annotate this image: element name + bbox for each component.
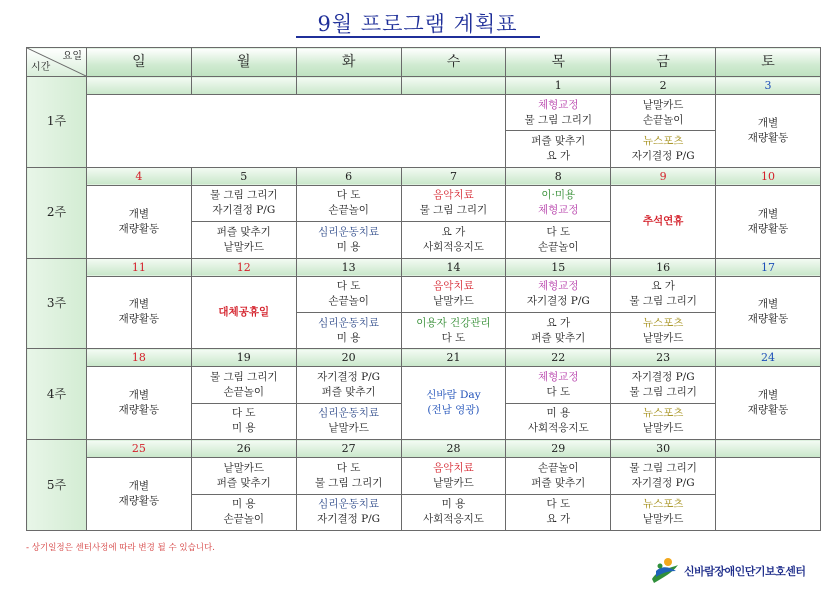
- activity-cell: [296, 494, 401, 530]
- activity: 개별: [757, 116, 779, 129]
- event-label: 신바람 Day: [426, 389, 481, 402]
- activity: 이·미용: [541, 189, 576, 202]
- date-cell: 4: [87, 167, 192, 185]
- activity: 낱말카드: [642, 422, 684, 435]
- week-label: 5주: [27, 440, 87, 531]
- footnote: - 상기일정은 센터사정에 따라 변경 될 수 있습니다.: [26, 543, 215, 553]
- holiday-label: 대체공휴일: [218, 305, 270, 318]
- activity: 개별: [128, 480, 150, 493]
- activity: 손끝놀이: [328, 204, 369, 217]
- activity-cell: [401, 276, 506, 312]
- activity-cell: [716, 95, 821, 168]
- date-cell: 20: [296, 349, 401, 367]
- activity-cell: [87, 276, 192, 349]
- activity: 퍼즐 맞추기: [531, 476, 586, 489]
- date-cell: [87, 77, 192, 95]
- activity-cell: [716, 185, 821, 258]
- date-cell: 13: [296, 258, 401, 276]
- empty-cell: [87, 95, 506, 168]
- date-cell: 3: [716, 77, 821, 95]
- week3-date-row: [27, 258, 821, 276]
- activity: 물 그림 그리기: [524, 113, 593, 126]
- event-location: (전남 영광): [427, 404, 480, 417]
- date-cell: 11: [87, 258, 192, 276]
- date-cell: 2: [611, 77, 716, 95]
- activity: 자기결정 P/G: [631, 371, 695, 384]
- activity: 다 도: [546, 498, 571, 511]
- activity-cell: [506, 185, 611, 221]
- holiday-cell: [191, 276, 296, 349]
- activity-cell: [191, 185, 296, 221]
- date-cell: 19: [191, 349, 296, 367]
- activity-cell: [296, 458, 401, 494]
- date-cell: [401, 77, 506, 95]
- weekday-sat: 토: [716, 48, 821, 77]
- activity-cell: [87, 367, 192, 440]
- activity: 개별: [757, 298, 779, 311]
- center-logo: [648, 557, 828, 585]
- week5-activity-row-a: [27, 458, 821, 494]
- date-cell: 12: [191, 258, 296, 276]
- activity: 미 용: [336, 240, 361, 253]
- activity: 물 그림 그리기: [629, 386, 697, 399]
- activity-cell: [401, 312, 506, 348]
- activity: 음악치료: [433, 461, 474, 474]
- corner-day-label: 요일: [62, 51, 82, 62]
- activity: 낱말카드: [433, 295, 474, 308]
- week-label: 3주: [27, 258, 87, 349]
- date-cell: 17: [716, 258, 821, 276]
- week1-activity-row-a: [27, 95, 821, 131]
- activity: 물 그림 그리기: [629, 295, 697, 308]
- activity: 사회적응지도: [423, 240, 484, 253]
- logo-mark-icon: [648, 557, 682, 585]
- activity: 물 그림 그리기: [419, 204, 488, 217]
- date-cell: 22: [506, 349, 611, 367]
- page-title: 9월 프로그램 계획표: [0, 8, 835, 38]
- weekday-mon: 월: [191, 48, 296, 77]
- activity-cell: [87, 185, 192, 258]
- date-cell: 27: [296, 440, 401, 458]
- activity-cell: [611, 403, 716, 439]
- activity: 다 도: [336, 461, 361, 474]
- activity: 미 용: [231, 422, 256, 435]
- activity: 재량활동: [118, 313, 160, 326]
- activity-cell: [716, 276, 821, 349]
- activity-cell: [401, 494, 506, 530]
- event-cell: [401, 367, 506, 440]
- activity: 낱말카드: [223, 240, 265, 253]
- activity-cell: [506, 494, 611, 530]
- date-cell: 8: [506, 167, 611, 185]
- week-label: 2주: [27, 167, 87, 258]
- activity-cell: [296, 185, 401, 221]
- activity: 손끝놀이: [642, 113, 684, 126]
- weekday-fri: 금: [611, 48, 716, 77]
- activity-cell: [506, 458, 611, 494]
- activity-cell: [401, 458, 506, 494]
- activity-cell: [611, 458, 716, 494]
- week5-date-row: [27, 440, 821, 458]
- activity: 요 가: [651, 280, 675, 293]
- activity-cell: [611, 276, 716, 312]
- activity: 물 그림 그리기: [629, 461, 697, 474]
- activity: 심리운동치료: [318, 498, 380, 511]
- activity: 물 그림 그리기: [314, 476, 383, 489]
- activity: 물 그림 그리기: [209, 371, 278, 384]
- activity-cell: [296, 222, 401, 258]
- activity: 음악치료: [433, 189, 474, 202]
- activity-cell: [506, 403, 611, 439]
- activity: 자기결정 P/G: [526, 295, 590, 308]
- holiday-cell: [611, 185, 716, 258]
- activity-cell: [296, 367, 401, 403]
- activity: 손끝놀이: [328, 295, 369, 308]
- activity: 재량활동: [747, 404, 789, 417]
- activity: 체형교정: [538, 98, 579, 111]
- date-cell: [716, 440, 821, 458]
- week3-activity-row-a: [27, 276, 821, 312]
- date-cell: 6: [296, 167, 401, 185]
- activity: 음악치료: [433, 280, 474, 293]
- activity: 다 도: [336, 280, 361, 293]
- activity: 요 가: [546, 150, 571, 163]
- activity-cell: [296, 403, 401, 439]
- activity: 낱말카드: [433, 476, 474, 489]
- week2-date-row: [27, 167, 821, 185]
- activity-cell: [401, 185, 506, 221]
- activity-cell: [506, 367, 611, 403]
- date-cell: [191, 77, 296, 95]
- weekday-tue: 화: [296, 48, 401, 77]
- week4-date-row: [27, 349, 821, 367]
- activity: 이용자 건강관리: [416, 316, 491, 329]
- activity-cell: [296, 312, 401, 348]
- activity: 뉴스포츠: [642, 316, 684, 329]
- date-cell: 15: [506, 258, 611, 276]
- activity: 체형교정: [538, 280, 579, 293]
- activity-cell: [87, 458, 192, 531]
- activity: 미 용: [546, 407, 571, 420]
- week2-activity-row-a: [27, 185, 821, 221]
- activity: 다 도: [441, 331, 466, 344]
- activity-cell: [191, 403, 296, 439]
- activity-cell: [506, 131, 611, 167]
- activity: 퍼즐 맞추기: [321, 386, 376, 399]
- corner-time-label: 시간: [31, 62, 51, 73]
- activity: 낱말카드: [642, 331, 684, 344]
- activity: 낱말카드: [328, 422, 369, 435]
- activity: 뉴스포츠: [642, 407, 684, 420]
- activity: 개별: [128, 389, 150, 402]
- activity: 퍼즐 맞추기: [216, 476, 271, 489]
- activity-cell: [401, 222, 506, 258]
- date-cell: 1: [506, 77, 611, 95]
- activity-cell: [611, 367, 716, 403]
- activity: 개별: [128, 298, 150, 311]
- activity-cell: [506, 95, 611, 131]
- date-cell: 21: [401, 349, 506, 367]
- activity: 재량활동: [118, 404, 160, 417]
- activity-cell: [506, 276, 611, 312]
- activity-cell: [296, 276, 401, 312]
- corner-cell: [27, 48, 87, 77]
- weekday-sun: 일: [87, 48, 192, 77]
- date-cell: 24: [716, 349, 821, 367]
- activity: 재량활동: [118, 222, 160, 235]
- week-label: 1주: [27, 77, 87, 168]
- activity: 퍼즐 맞추기: [531, 331, 586, 344]
- activity: 낱말카드: [642, 513, 684, 526]
- activity: 퍼즐 맞추기: [531, 135, 586, 148]
- activity: 자기결정 P/G: [212, 204, 276, 217]
- activity-cell: [191, 494, 296, 530]
- activity-cell: [191, 458, 296, 494]
- activity-cell: [611, 494, 716, 530]
- date-cell: 25: [87, 440, 192, 458]
- activity: 다 도: [546, 225, 571, 238]
- activity-cell: [506, 222, 611, 258]
- activity: 뉴스포츠: [642, 135, 684, 148]
- activity-cell: [191, 222, 296, 258]
- schedule-table: [26, 47, 821, 531]
- activity: 재량활동: [747, 131, 789, 144]
- empty-cell: [716, 458, 821, 531]
- week1-date-row: [27, 77, 821, 95]
- activity: 요 가: [546, 316, 571, 329]
- date-cell: 5: [191, 167, 296, 185]
- activity: 사회적응지도: [527, 422, 589, 435]
- date-cell: 28: [401, 440, 506, 458]
- date-cell: 7: [401, 167, 506, 185]
- activity: 심리운동치료: [318, 225, 380, 238]
- activity: 체형교정: [538, 371, 579, 384]
- activity: 개별: [128, 207, 150, 220]
- activity: 미 용: [336, 331, 361, 344]
- activity: 손끝놀이: [538, 240, 579, 253]
- date-cell: 30: [611, 440, 716, 458]
- activity: 자기결정 P/G: [631, 150, 695, 163]
- activity: 자기결정 P/G: [631, 476, 695, 489]
- date-cell: 16: [611, 258, 716, 276]
- weekday-wed: 수: [401, 48, 506, 77]
- weekday-header-row: [27, 48, 821, 77]
- date-cell: 9: [611, 167, 716, 185]
- activity: 낱말카드: [223, 461, 265, 474]
- activity: 미 용: [441, 498, 466, 511]
- activity: 재량활동: [118, 495, 160, 508]
- activity-cell: [611, 312, 716, 348]
- date-cell: 18: [87, 349, 192, 367]
- activity: 다 도: [336, 189, 361, 202]
- activity-cell: [191, 367, 296, 403]
- activity: 재량활동: [747, 222, 789, 235]
- activity: 심리운동치료: [318, 316, 380, 329]
- activity: 요 가: [441, 225, 466, 238]
- activity-cell: [611, 131, 716, 167]
- activity: 자기결정 P/G: [317, 513, 381, 526]
- activity-cell: [506, 312, 611, 348]
- activity: 사회적응지도: [423, 513, 484, 526]
- activity: 심리운동치료: [318, 407, 380, 420]
- activity: 요 가: [546, 513, 571, 526]
- activity: 뉴스포츠: [642, 498, 684, 511]
- activity: 물 그림 그리기: [209, 189, 278, 202]
- week-label: 4주: [27, 349, 87, 440]
- activity: 개별: [757, 389, 779, 402]
- activity: 체형교정: [538, 204, 579, 217]
- activity: 개별: [757, 207, 779, 220]
- activity: 손끝놀이: [223, 386, 265, 399]
- activity-cell: [716, 367, 821, 440]
- date-cell: 29: [506, 440, 611, 458]
- activity: 손끝놀이: [538, 461, 579, 474]
- activity-cell: [611, 95, 716, 131]
- activity: 다 도: [231, 407, 256, 420]
- weekday-thu: 목: [506, 48, 611, 77]
- activity: 자기결정 P/G: [317, 371, 381, 384]
- week4-activity-row-a: [27, 367, 821, 403]
- date-cell: 14: [401, 258, 506, 276]
- activity: 낱말카드: [642, 98, 684, 111]
- activity: 손끝놀이: [223, 513, 265, 526]
- activity: 재량활동: [747, 313, 789, 326]
- activity: 미 용: [231, 498, 256, 511]
- date-cell: 10: [716, 167, 821, 185]
- logo-text: 신바람장애인단기보호센터: [684, 565, 806, 578]
- date-cell: [296, 77, 401, 95]
- date-cell: 23: [611, 349, 716, 367]
- date-cell: 26: [191, 440, 296, 458]
- activity: 다 도: [546, 386, 571, 399]
- activity: 퍼즐 맞추기: [216, 225, 271, 238]
- holiday-label: 추석연휴: [642, 215, 684, 228]
